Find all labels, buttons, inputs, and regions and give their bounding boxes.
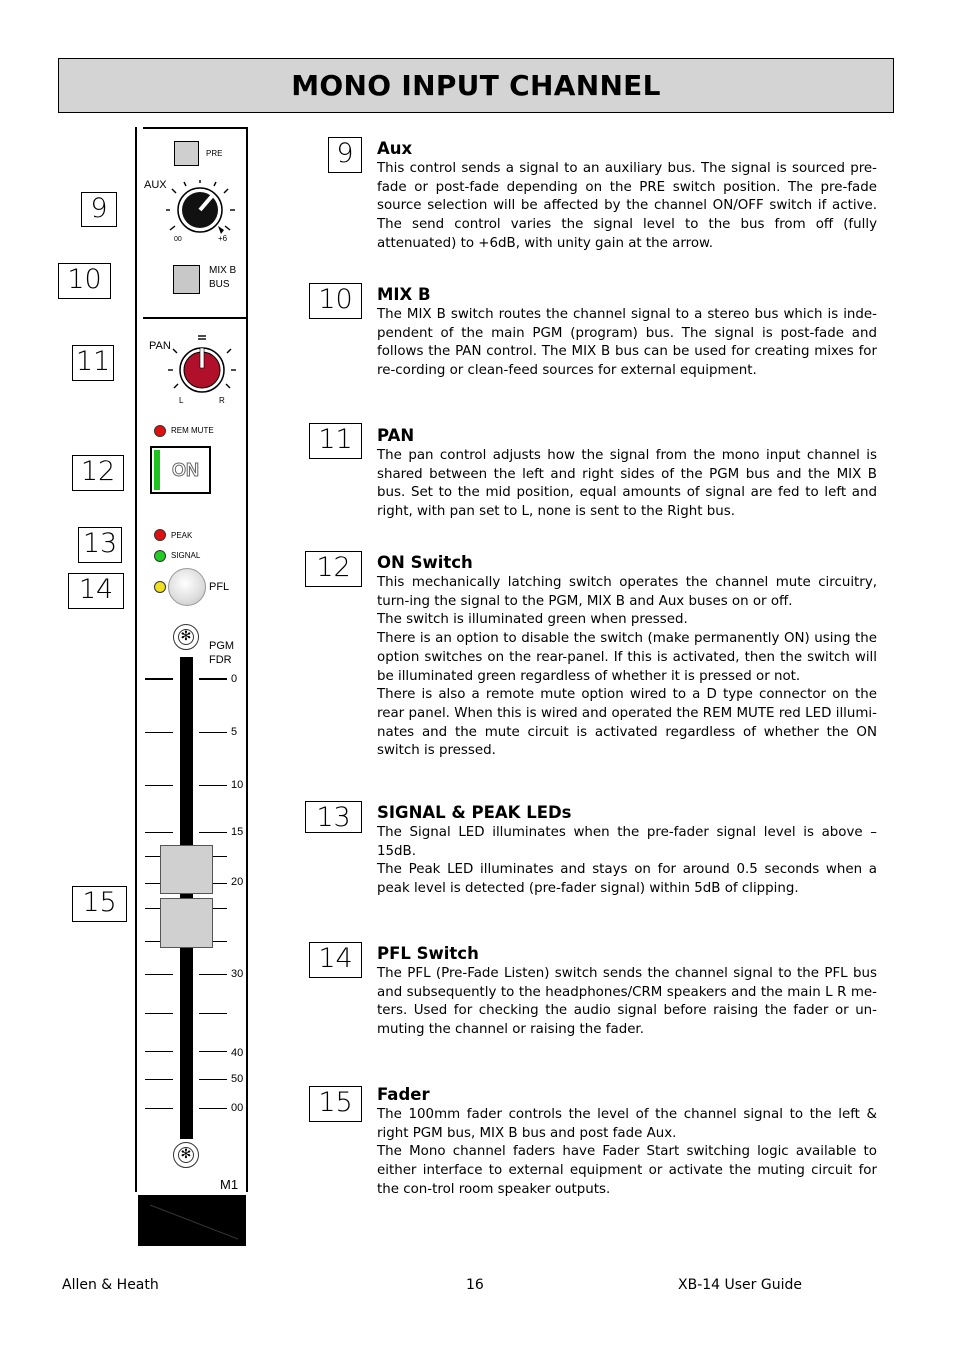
section-on-switch bbox=[377, 553, 877, 761]
channel-scribble-strip bbox=[138, 1195, 246, 1246]
callout-right-11: 11 bbox=[309, 423, 362, 459]
callout-right-15: 15 bbox=[309, 1086, 362, 1122]
section-body: The 100mm fader controls the level of the channel signal to the left & right PGM bus, MIX B bus and post fade Aux. The Mono channel faders have Fader Start switching logic available to either interface to external equipment or activate the muting circuit for the con-trol room speaker outputs. bbox=[377, 1107, 877, 1197]
scale-tick bbox=[199, 678, 227, 680]
peak-label: PEAK bbox=[171, 531, 193, 540]
callout-right-13: 13 bbox=[305, 801, 362, 833]
scale-tick bbox=[145, 785, 173, 786]
section-heading: ON Switch bbox=[377, 553, 473, 572]
scale-tick bbox=[199, 1108, 227, 1109]
peak-led bbox=[154, 529, 166, 541]
pan-right-label: R bbox=[219, 396, 225, 405]
mix-b-label: MIX B bbox=[209, 265, 237, 276]
pre-switch[interactable] bbox=[174, 141, 199, 166]
section-aux bbox=[377, 139, 877, 254]
pgm-label: PGM bbox=[209, 640, 235, 652]
scale-tick bbox=[199, 1079, 227, 1080]
scale-tick bbox=[145, 974, 173, 975]
callout-left-13: 13 bbox=[78, 527, 122, 563]
pan-left-label: L bbox=[179, 396, 184, 405]
scale-tick bbox=[145, 678, 173, 680]
pan-knob[interactable] bbox=[168, 332, 236, 398]
section-pan bbox=[377, 426, 877, 522]
scale-label: 50 bbox=[231, 1073, 244, 1085]
fader-screw-top bbox=[173, 624, 199, 650]
scale-label: 00 bbox=[231, 1102, 244, 1114]
section-signal-peak bbox=[377, 803, 877, 899]
scale-tick bbox=[145, 1079, 173, 1080]
section-mix-b bbox=[377, 285, 877, 381]
section-heading: Aux bbox=[377, 139, 413, 158]
aux-knob[interactable] bbox=[166, 180, 238, 242]
page-title-bar bbox=[58, 58, 894, 113]
page-title: MONO INPUT CHANNEL bbox=[291, 69, 661, 102]
mix-b-switch[interactable] bbox=[173, 265, 200, 294]
scale-tick bbox=[199, 732, 227, 733]
callout-right-10: 10 bbox=[309, 283, 362, 319]
scale-label: 30 bbox=[231, 968, 244, 980]
scale-label: 40 bbox=[231, 1047, 244, 1059]
on-switch[interactable] bbox=[150, 446, 211, 494]
section-heading: PFL Switch bbox=[377, 944, 479, 963]
section-body: This mechanically latching switch operates the channel mute circuitry, turn-ing the signal to the PGM, MIX B and Aux buses on or off. The switch is illuminated green when pressed. There is an option to disable the switch (make permanently ON) using the option switches on the rear-panel. If this is activated, then the switch will be illuminated green regardless of whether it is pressed or not. There is also a remote mute option wired to a D type connector on the rear panel. When this is wired and operated the REM MUTE red LED illumi-nates and the mute circuit is activated regardless of whether the ON switch is pressed. bbox=[377, 575, 877, 759]
fader-screw-bottom bbox=[173, 1142, 199, 1168]
scale-label: 10 bbox=[231, 779, 244, 791]
aux-label: AUX bbox=[144, 179, 167, 191]
scale-tick bbox=[199, 785, 227, 786]
callout-left-10: 10 bbox=[58, 263, 111, 299]
on-switch-indicator bbox=[154, 450, 160, 490]
callout-left-9: 9 bbox=[81, 192, 117, 227]
section-heading: SIGNAL & PEAK LEDs bbox=[377, 803, 572, 822]
scale-label: 20 bbox=[231, 876, 244, 888]
section-body: The MIX B switch routes the channel signal to a stereo bus which is inde-pendent of the main PGM (program) bus. The signal is post-fade and follows the PAN control. The MIX B bus can be used for creating mixes for re-cording or clean-feed sources for external equipment. bbox=[377, 307, 877, 379]
scale-label: 0 bbox=[231, 673, 238, 685]
callout-right-12: 12 bbox=[305, 551, 362, 587]
section-body: This control sends a signal to an auxiliary bus. The signal is sourced pre-fade or post-fade depending on the PRE switch position. The pre-fade source selection will be affected by the channel ON/OFF switch if active. The send control varies the signal level to the bus from off (fully attenuated) to +6dB, with unity gain at the arrow. bbox=[377, 161, 877, 251]
pfl-led bbox=[154, 581, 166, 593]
rem-mute-led bbox=[154, 425, 166, 437]
scale-tick bbox=[145, 1013, 173, 1014]
scale-tick bbox=[199, 1051, 227, 1052]
section-fader bbox=[377, 1085, 877, 1200]
strip-divider bbox=[143, 127, 246, 129]
section-body: The Signal LED illuminates when the pre-fader signal level is above –15dB. The Peak LED illuminates and stays on for around 0.5 seconds when a peak level is detected (pre-fader signal) within 5dB of clipping. bbox=[377, 825, 877, 897]
section-pfl-switch bbox=[377, 944, 877, 1040]
aux-min-label: 00 bbox=[174, 236, 182, 243]
rem-mute-label: REM MUTE bbox=[171, 426, 214, 435]
fader-cap[interactable] bbox=[160, 845, 213, 894]
scale-tick bbox=[145, 1108, 173, 1109]
scribble-diagonal bbox=[138, 1195, 246, 1246]
scale-label: 15 bbox=[231, 826, 244, 838]
fdr-label: FDR bbox=[209, 654, 232, 666]
bus-label: BUS bbox=[209, 279, 230, 290]
footer-page-number: 16 bbox=[466, 1277, 484, 1293]
callout-left-14: 14 bbox=[68, 573, 124, 609]
channel-id-label: M1 bbox=[220, 1177, 239, 1192]
callout-right-9: 9 bbox=[328, 137, 362, 173]
footer-doc-title: XB-14 User Guide bbox=[678, 1277, 802, 1293]
fader-cap[interactable] bbox=[160, 898, 213, 948]
scale-tick bbox=[199, 1013, 227, 1014]
callout-left-11: 11 bbox=[72, 345, 114, 381]
callout-left-12: 12 bbox=[72, 455, 124, 491]
section-body: The PFL (Pre-Fade Listen) switch sends the channel signal to the PFL bus and subsequently to the headphones/CRM speakers and the main L R me-ters. Used for checking the audio signal before raising the fader or un-muting the channel or raising the fader. bbox=[377, 966, 877, 1038]
scale-label: 5 bbox=[231, 726, 238, 738]
scale-tick bbox=[199, 974, 227, 975]
pre-label: PRE bbox=[206, 149, 223, 158]
pfl-switch[interactable] bbox=[168, 568, 206, 606]
callout-right-14: 14 bbox=[309, 942, 362, 978]
footer-company: Allen & Heath bbox=[62, 1277, 159, 1293]
scale-tick bbox=[199, 832, 227, 833]
strip-divider bbox=[143, 317, 246, 319]
callout-left-15: 15 bbox=[72, 886, 127, 922]
section-heading: Fader bbox=[377, 1085, 430, 1104]
on-switch-label: ON bbox=[172, 460, 199, 480]
scale-tick bbox=[145, 832, 173, 833]
section-body: The pan control adjusts how the signal from the mono input channel is shared between the left and right sides of the PGM bus and the MIX B bus. Set to the mid position, equal amounts of signal are fed to left and right, with pan set to L, none is sent to the Right bus. bbox=[377, 448, 877, 520]
pan-label: PAN bbox=[149, 340, 171, 352]
pfl-label: PFL bbox=[209, 581, 230, 593]
signal-label: SIGNAL bbox=[171, 551, 201, 560]
scale-tick bbox=[145, 732, 173, 733]
signal-led bbox=[154, 550, 166, 562]
aux-max-label: +6 bbox=[218, 234, 228, 243]
section-heading: PAN bbox=[377, 426, 415, 445]
section-heading: MIX B bbox=[377, 285, 431, 304]
scale-tick bbox=[145, 1051, 173, 1052]
